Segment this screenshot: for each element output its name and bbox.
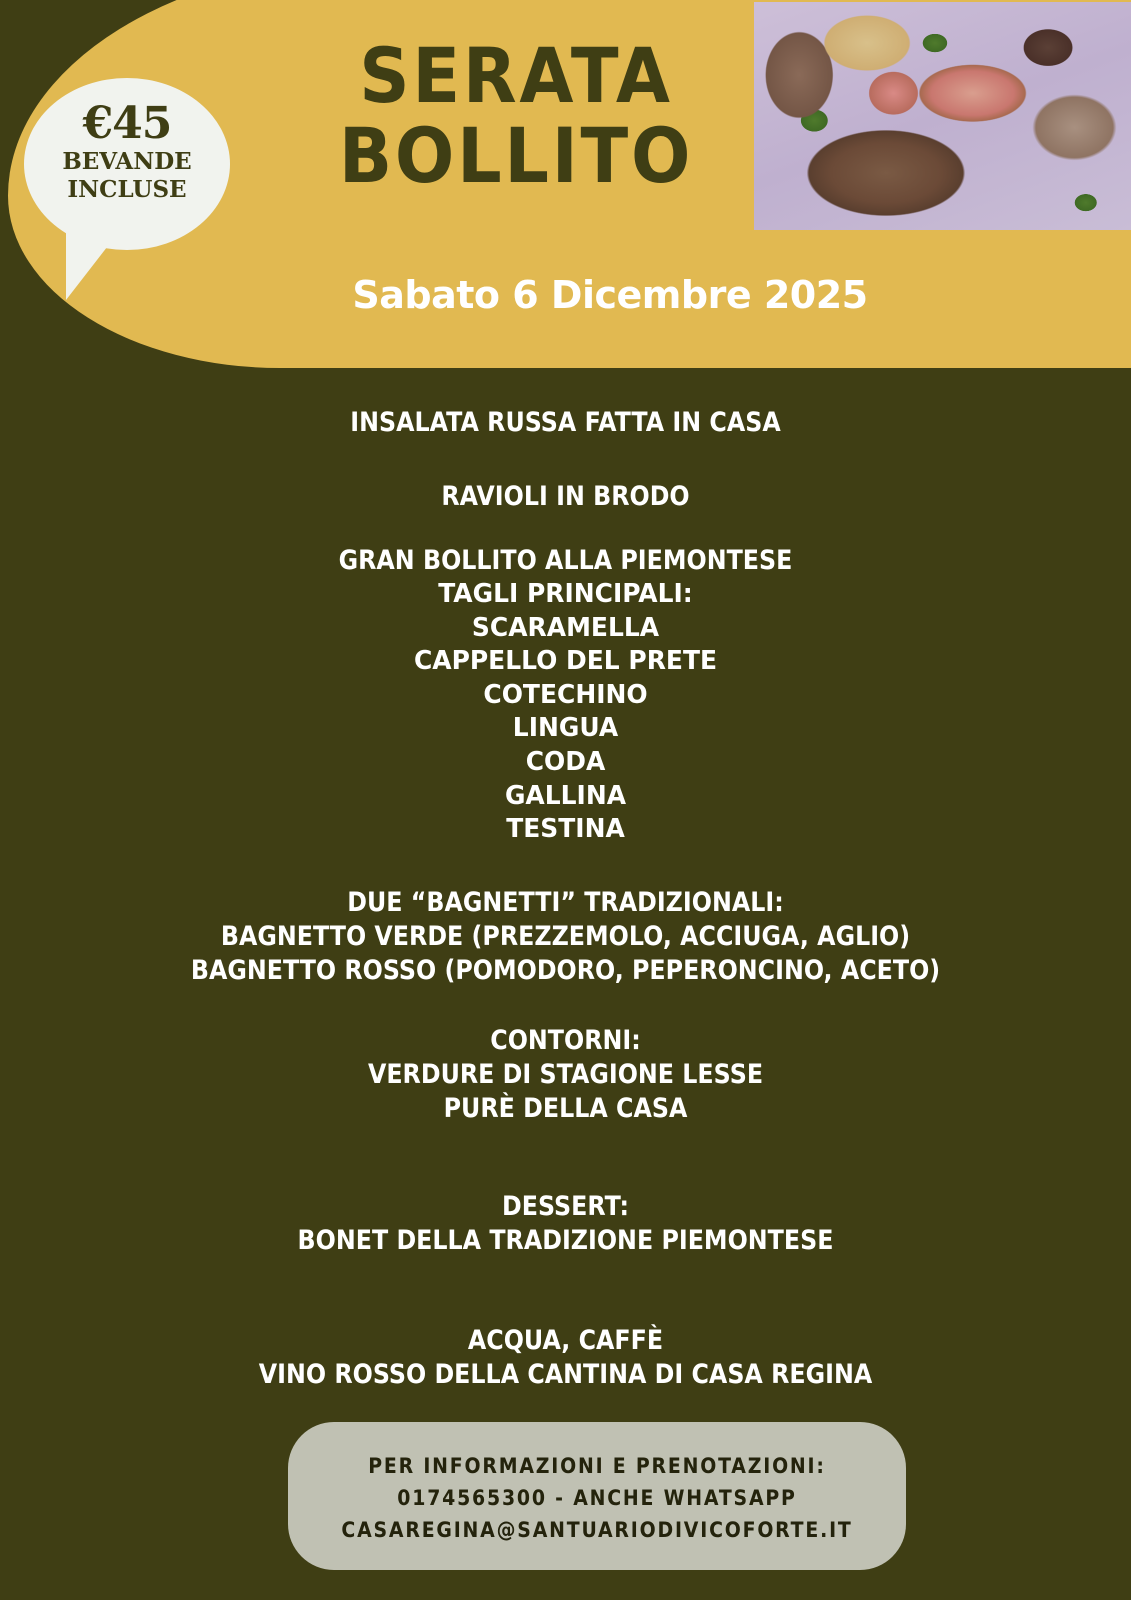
- contact-email[interactable]: CASAREGINA@SANTUARIODIVICOFORTE.IT: [341, 1518, 853, 1542]
- side-item: PURÈ DELLA CASA: [443, 1093, 688, 1124]
- menu-subheading: DESSERT:: [502, 1191, 629, 1222]
- menu-sides: [0, 1024, 1131, 1126]
- menu-item: INSALATA RUSSA FATTA IN CASA: [350, 407, 781, 438]
- cut-item: SCARAMELLA: [471, 612, 660, 643]
- menu-sauces: [0, 886, 1131, 988]
- price: €45: [82, 98, 172, 149]
- menu-secondo: [0, 544, 1131, 847]
- cut-item: COTECHINO: [483, 679, 648, 710]
- menu-subheading: CONTORNI:: [490, 1025, 641, 1056]
- menu-drinks: [0, 1324, 1131, 1392]
- price-note-line1: BEVANDE: [62, 148, 192, 175]
- cut-item: CODA: [525, 746, 606, 777]
- event-date: Sabato 6 Dicembre 2025: [352, 273, 868, 317]
- contact-box: [288, 1422, 906, 1570]
- price-badge: [24, 100, 230, 204]
- menu-subheading: TAGLI PRINCIPALI:: [438, 579, 693, 609]
- menu-antipasto: [0, 406, 1131, 440]
- contact-heading: PER INFORMAZIONI E PRENOTAZIONI:: [368, 1454, 826, 1478]
- title-line2: BOLLITO: [338, 111, 694, 200]
- dessert-item: BONET DELLA TRADIZIONE PIEMONTESE: [297, 1225, 834, 1256]
- cut-item: GALLINA: [504, 780, 627, 811]
- event-title: [314, 31, 719, 200]
- bollito-photo: [754, 2, 1131, 230]
- menu-dessert: [0, 1190, 1131, 1258]
- drinks-line: VINO ROSSO DELLA CANTINA DI CASA REGINA: [258, 1359, 873, 1390]
- side-item: VERDURE DI STAGIONE LESSE: [367, 1059, 764, 1090]
- price-note-line2: INCLUSE: [67, 176, 187, 203]
- cut-item: LINGUA: [512, 713, 619, 744]
- cut-item: CAPPELLO DEL PRETE: [413, 646, 718, 677]
- sauce-item: BAGNETTO VERDE (PREZZEMOLO, ACCIUGA, AGLIO): [220, 921, 911, 952]
- drinks-line: ACQUA, CAFFÈ: [467, 1325, 664, 1356]
- menu-primo: [0, 480, 1131, 514]
- menu-subheading: DUE “BAGNETTI” TRADIZIONALI:: [347, 887, 784, 918]
- contact-phone[interactable]: 0174565300 - ANCHE WHATSAPP: [397, 1486, 797, 1510]
- menu-item: GRAN BOLLITO ALLA PIEMONTESE: [338, 545, 793, 576]
- title-line1: SERATA: [359, 31, 673, 120]
- speech-bubble-tail: [66, 220, 128, 300]
- cut-item: TESTINA: [506, 814, 625, 845]
- sauce-item: BAGNETTO ROSSO (POMODORO, PEPERONCINO, ACETO): [190, 955, 941, 986]
- menu-item: RAVIOLI IN BRODO: [441, 481, 690, 512]
